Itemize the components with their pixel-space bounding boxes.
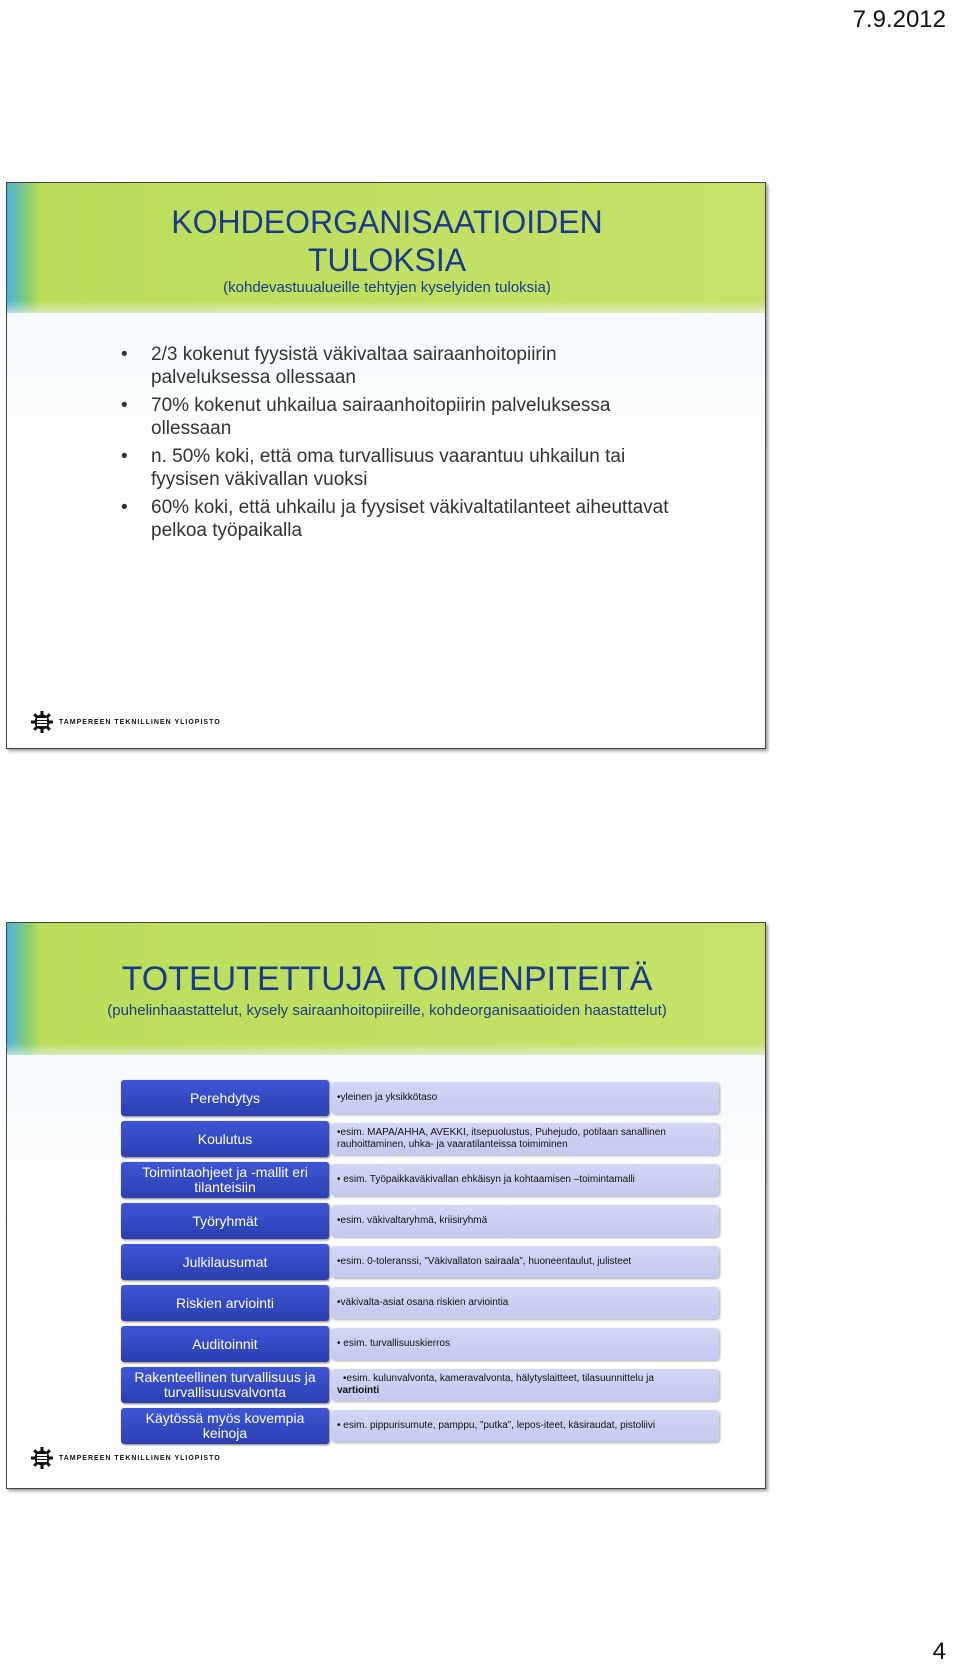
measure-row [121,1367,723,1403]
bullet-item: • 2/3 kokenut fyysistä väkivaltaa sairaanhoitopiirin palveluksessa ollessaan [119,343,679,389]
slide-title-line1: KOHDEORGANISAATIOIDEN [171,204,603,240]
measure-label-box [121,1080,329,1116]
slide-title: TOTEUTETTUJA TOIMENPITEITÄ [121,960,653,998]
measure-detail: •yleinen ja yksikkötaso [337,1092,438,1103]
measure-row [121,1408,723,1444]
measure-detail: • esim. pippurisumute, pamppu, ”putka”, lepos-iteet, käsiraudat, pistoliivi [337,1420,656,1431]
measure-row [121,1244,723,1280]
measure-label: Perehdytys [189,1089,261,1106]
bullet-item: • 70% kokenut uhkailua sairaanhoitopiirin palveluksessa ollessaan [119,394,679,440]
university-logo [31,711,221,733]
measure-detail-bold: vartiointi [337,1385,380,1396]
measure-label: Julkilausumat [182,1253,268,1270]
measure-label-box [121,1367,329,1403]
measure-label: Rakenteellinen turvallisuus ja turvallisuusvalvonta [134,1369,316,1400]
measure-detail-box [331,1123,719,1155]
measure-detail: • esim. Työpaikkaväkivallan ehkäisyn ja kohtaamisen –toimintamalli [337,1174,635,1185]
measure-label-box [121,1121,329,1157]
measure-label: Auditoinnit [192,1335,258,1352]
measure-row [121,1162,723,1198]
logo-text: TAMPEREEN TEKNILLINEN YLIOPISTO [59,718,221,726]
measure-label: Työryhmät [192,1212,258,1229]
measure-row [121,1203,723,1239]
measure-detail: •esim. MAPA/AHHA, AVEKKI, itsepuolustus, Puhejudo, potilaan sanallinen rauhoittaminen, uhka- ja vaaratilanteissa toimiminen [337,1127,666,1150]
page-date: 7.9.2012 [852,6,946,33]
measure-detail: • esim. turvallisuuskierros [337,1338,450,1349]
measure-row [121,1326,723,1362]
measure-label: Toimintaohjeet ja -mallit eri tilanteisiin [142,1164,308,1195]
slide-measures [6,922,766,1489]
bullet-item: • 60% koki, että uhkailu ja fyysiset väkivaltatilanteet aiheuttavat pelkoa työpaikalla [119,496,679,542]
slide-title-line2: TULOKSIA [307,242,467,278]
measure-label-box [121,1326,329,1362]
measure-detail [331,1373,666,1397]
slide-results [6,182,766,749]
measure-label-box [121,1244,329,1280]
measure-label: Riskien arviointi [175,1294,275,1311]
measure-row [121,1121,723,1157]
slide-title [127,203,647,279]
measure-label-box [121,1162,329,1198]
measure-row [121,1080,723,1116]
slide-subtitle: (puhelinhaastattelut, kysely sairaanhoitopiireille, kohdeorganisaatioiden haastattelut) [107,1002,667,1019]
bullet-item: • n. 50% koki, että oma turvallisuus vaarantuu uhkailun tai fyysisen väkivallan vuoksi [119,445,679,491]
slide-subtitle: (kohdevastuualueille tehtyjen kyselyiden tuloksia) [223,279,551,296]
page-number: 4 [932,1638,946,1665]
measure-detail-box [331,1082,719,1114]
measure-detail-box [331,1246,719,1278]
measure-detail: •väkivalta-asiat osana riskien arviointia [337,1297,509,1308]
measure-label-box [121,1408,329,1444]
university-logo [31,1447,221,1469]
measure-detail-box [331,1328,719,1360]
measure-label: Käytössä myös kovempia keinoja [145,1410,305,1441]
measure-detail-box [331,1287,719,1319]
bullet-list [119,343,679,547]
measure-label: Koulutus [197,1130,253,1147]
measure-detail-text: •esim. kulunvalvonta, kameravalvonta, hälytyslaitteet, tilasuunnittelu ja [343,1373,654,1384]
measure-detail: •esim. 0-toleranssi, ”Väkivallaton sairaala”, huoneentaulut, julisteet [337,1256,632,1267]
measure-detail-box [331,1205,719,1237]
gear-logo-icon [31,711,53,733]
measure-label-box [121,1285,329,1321]
measure-detail-box [331,1410,719,1442]
logo-text: TAMPEREEN TEKNILLINEN YLIOPISTO [59,1454,221,1462]
measure-label-box [121,1203,329,1239]
gear-logo-icon [31,1447,53,1469]
measure-detail-box [331,1164,719,1196]
measure-detail-box [331,1369,719,1401]
measure-row [121,1285,723,1321]
measure-detail: •esim. väkivaltaryhmä, kriisiryhmä [337,1215,488,1226]
